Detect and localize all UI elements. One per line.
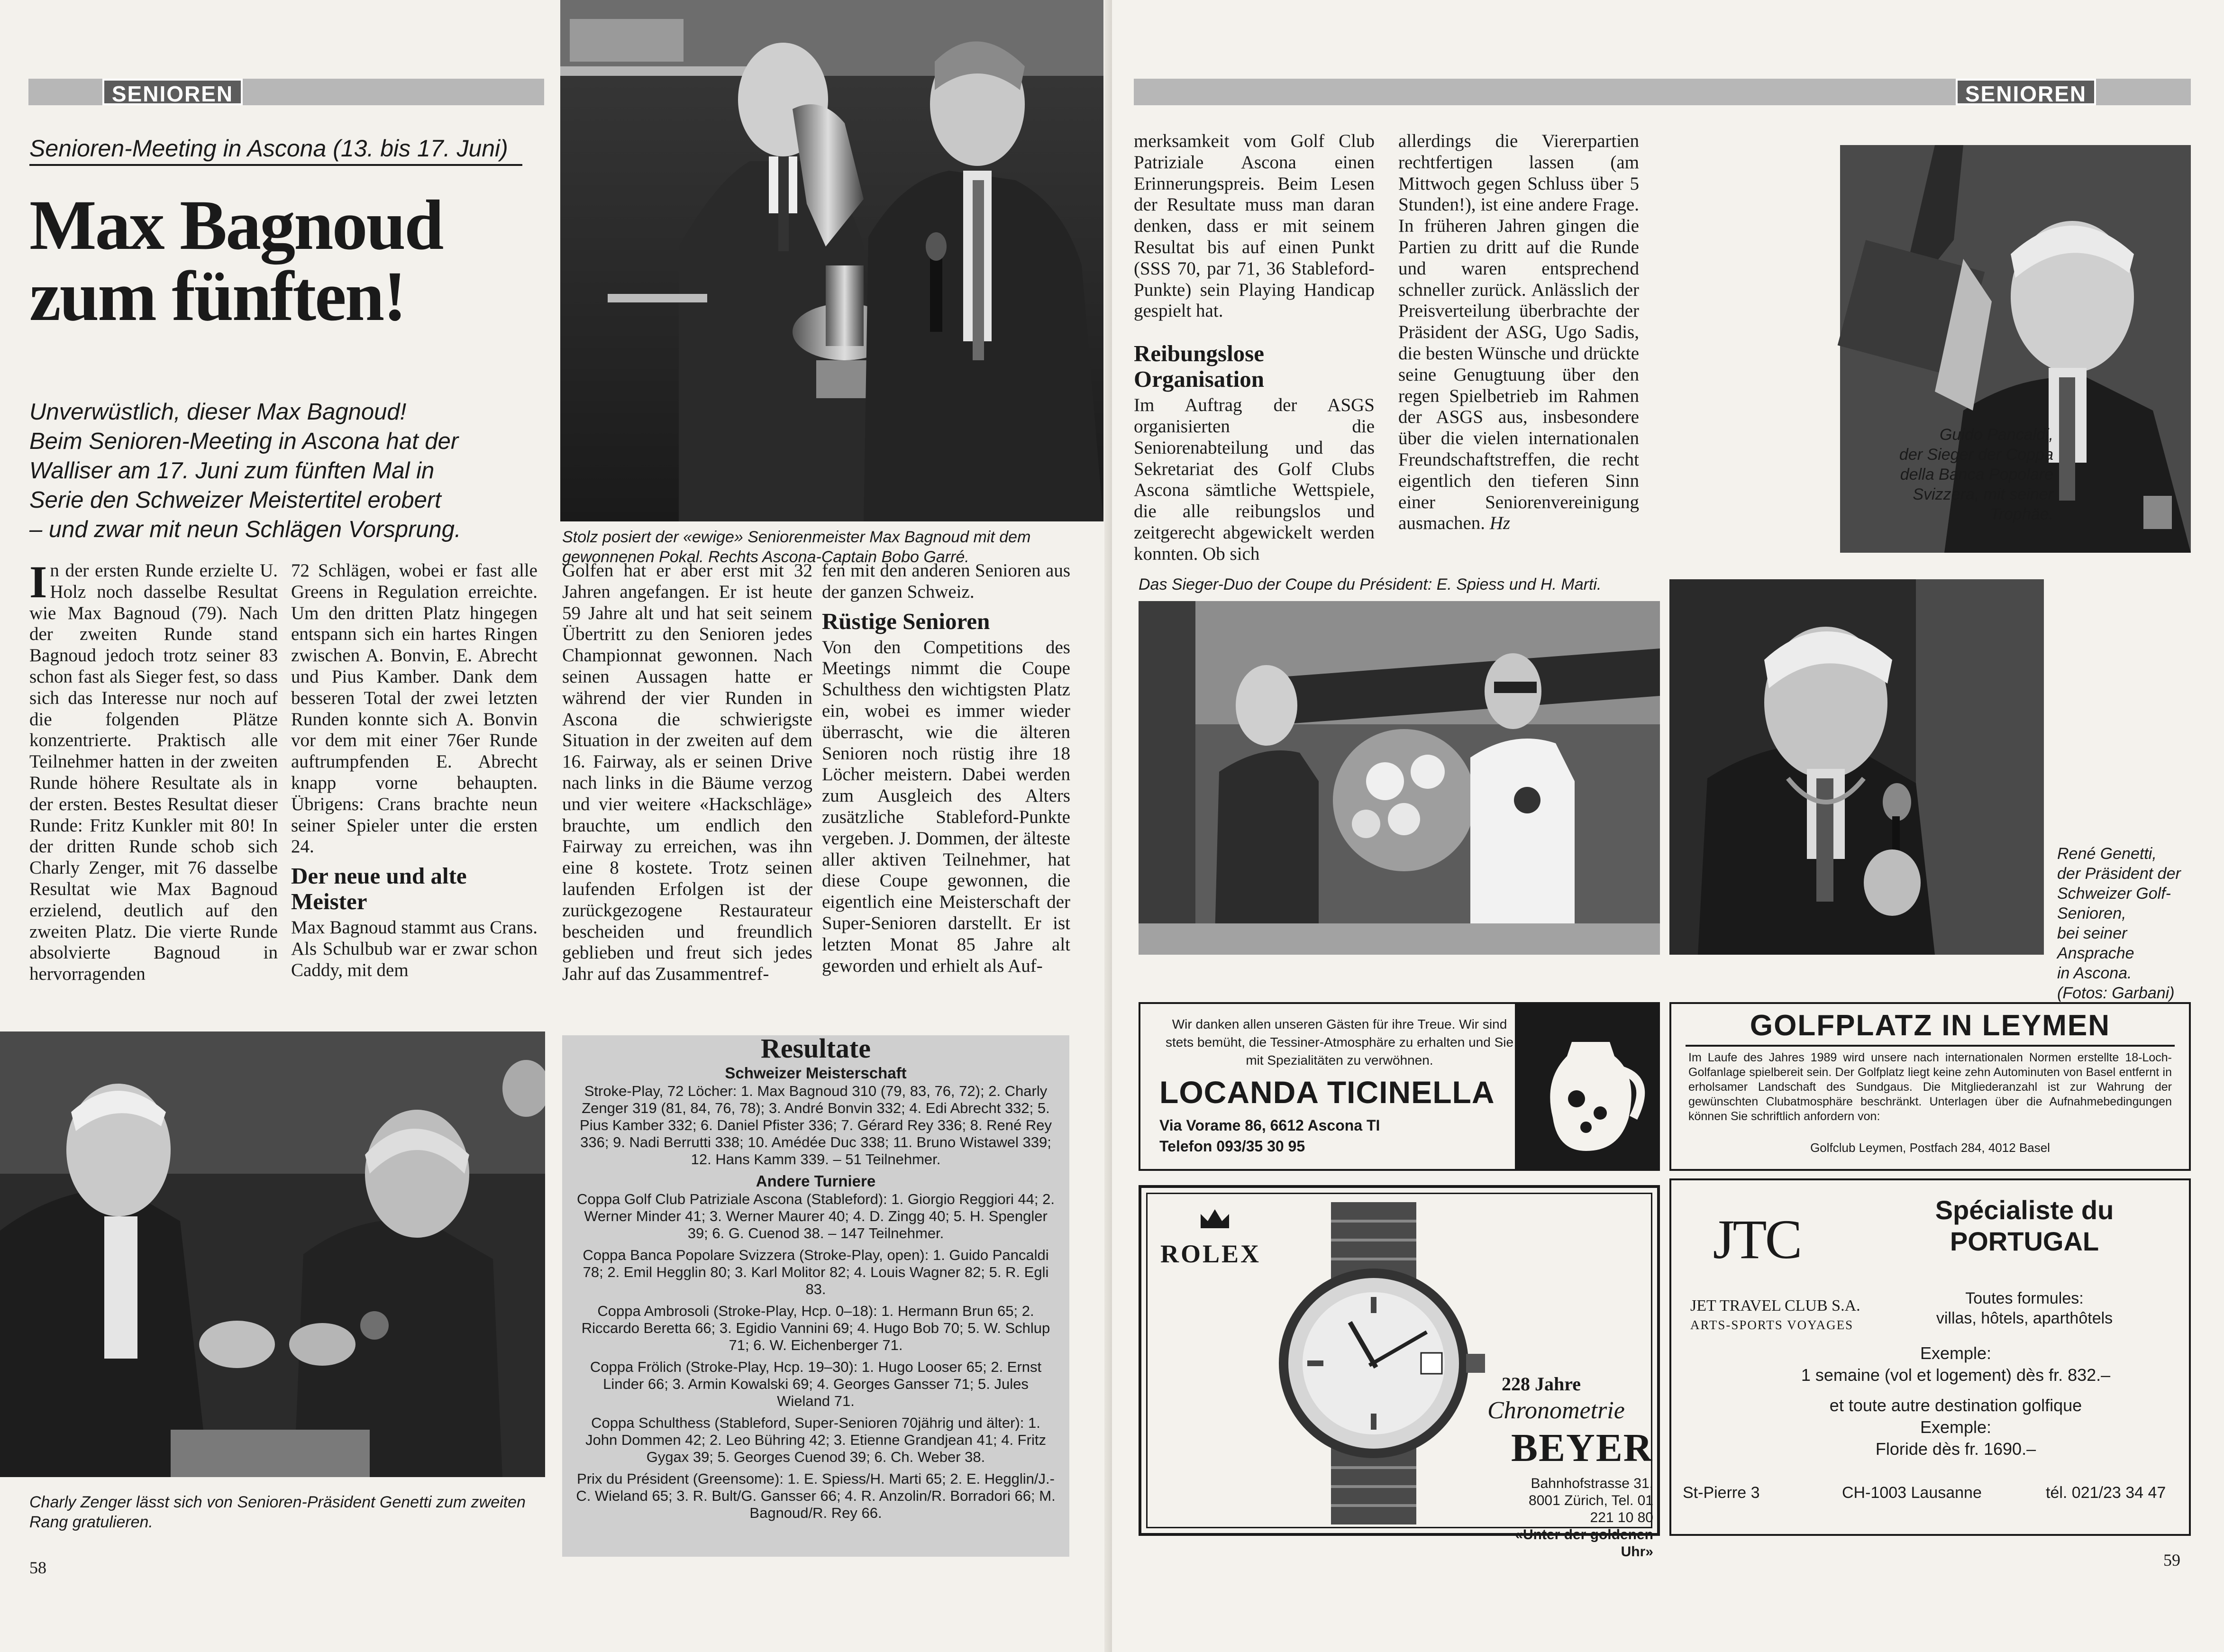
right-page	[1112, 0, 2224, 1652]
ad-travel-line: et toute autre destination golfique	[1829, 1396, 2082, 1415]
ad-locanda-name: LOCANDA TICINELLA	[1159, 1075, 1495, 1110]
caption-duo: Das Sieger-Duo der Coupe du Président: E. Spiess und H. Marti.	[1139, 575, 1602, 593]
author-signature: Hz	[1489, 513, 1511, 534]
ad-travel-company: JET TRAVEL CLUB S.A.	[1690, 1297, 1860, 1314]
caption-line: der Sieger der Coppa	[1899, 446, 2053, 464]
right-col2-text: allerdings die Viererpartien rechtfertigen lassen (am Mittwoch gegen Schluss über 5 Stunden!), ist eine andere Frage. In früheren Jahren gingen die Partien zu dritt auf die Runde und waren entsprechend schneller zurück. Anlässlich der Preisverteilung überbrachte der Präsident der ASG, Ugo Sadis, die besten Wünsche und drückte seine Genugtuung über den regen Spielbetrieb im Rahmen der ASGS aus, insbesondere über die vielen internationalen Freundschaftstreffen, die recht eigentlich den tieferen Sinn einer Seniorenvereinigung ausmachen.	[1398, 131, 1639, 534]
ad-travel-line: 1 semaine (vol et logement) dès fr. 832.–	[1801, 1365, 2111, 1385]
section-tag-right: SENIOREN	[1956, 79, 2096, 105]
ad-golfplatz-title: GOLFPLATZ IN LEYMEN	[1750, 1009, 2111, 1042]
photo-spiess-marti	[1139, 601, 1660, 955]
caption-line: (Fotos: Garbani)	[2057, 984, 2175, 1002]
results-text: Stroke-Play, 72 Löcher: 1. Max Bagnoud 310 (79, 83, 76, 72); 2. Charly Zenger 319 (81, 84, 76, 78); 3. André Bonvin 332; 4. Edi Abrecht 332; 5. Pius Kamber 332; 6. Daniel Pfister 336; 7. Gérard Rey 336; 8. René Rey 336; 9. Nadi Berrutti 338; 10. Amédée Duc 338; 11. Bruno Wistawel 339; 12. Hans Kamm 339. – 51 Teilnehmer.	[580, 1083, 1052, 1168]
results-heading: Schweizer Meisterschaft	[725, 1064, 907, 1082]
ad-rolex-years: 228 Jahre	[1502, 1373, 1581, 1395]
article-col-2	[291, 560, 538, 981]
caption-line: René Genetti,	[2057, 845, 2157, 863]
results-text: Coppa Golf Club Patriziale Ascona (Stableford): 1. Giorgio Reggiori 44; 2. Werner Minder 41; 3. Werner Maurer 40; 4. D. Zingg 40; 5. H. Spengler 39; 6. G. Cuenod 38. – 147 Teilnehmer.	[576, 1191, 1055, 1241]
ad-rolex-brand: ROLEX	[1160, 1240, 1261, 1268]
ad-rolex-name: BEYER	[1511, 1426, 1653, 1470]
kicker-rule	[29, 164, 522, 166]
ad-travel-title	[1870, 1195, 2178, 1257]
watch-image	[1250, 1202, 1497, 1524]
right-col1-text-b: Im Auftrag der ASGS organisierten die Seniorenabteilung und das Sekretariat des Golf Clubs Ascona sämtliche Wettspiele, die alle reibungslos und zeitgerecht abgewickelt werden konnten. Ob sich	[1134, 395, 1375, 564]
col2-text-a: 72 Schlägen, wobei er fast alle Greens in Regulation erreichte. Um den dritten Platz hingegen entspann sich ein hartes Ringen zwischen A. Bonvin, E. Abrecht und Pius Kamber. Dank dem besseren Total der zwei letzten Runden konnte sich A. Bonvin vor dem mit einer 76er Runde auftrumpfenden E. Abrecht knapp vorne behaupten. Übrigens: Crans brachte neun seiner Spieler unter die ersten 24.	[291, 560, 538, 857]
col4-text-a: fen mit den anderen Senioren aus der ganzen Schweiz.	[822, 560, 1070, 602]
ad-rolex-city: 8001 Zürich, Tel. 01 221 10 80	[1529, 1493, 1653, 1525]
col3-text: Golfen hat er aber erst mit 32 Jahren angefangen. Er ist heute 59 Jahre alt und hat seit seinem Übertritt zu den Senioren jedes Championnat gewonnen. Nach seinen Aussagen hatte er während der vier Runden in Ascona die schwierigste Situation in der zweiten auf dem 16. Fairway, als er seinen Drive nach links in die Bäume verzog und vier weitere «Hackschläge» brauchte, um endlich den Fairway zu erreichen, was ihn eine 8 kostete. Trotz seinen laufenden Erfolgen ist der zurückgezogene Restaurateur bescheiden und freundlich geblieben und freut sich jedes Jahr auf das Zusammentref-	[562, 560, 812, 985]
ad-travel-title-2: PORTUGAL	[1950, 1226, 2099, 1256]
caption-pancaldi	[1722, 425, 2053, 524]
col2-text-b: Max Bagnoud stammt aus Crans. Als Schulbub war er zwar schon Caddy, mit dem	[291, 917, 538, 980]
results-text: Coppa Frölich (Stroke-Play, Hcp. 19–30): 1. Hugo Looser 65; 2. Ernst Linder 66; 3. Armin Kowalski 69; 4. Georges Gansser 71; 5. Jules Wieland 71.	[590, 1359, 1042, 1409]
ad-golfplatz-contact: Golfclub Leymen, Postfach 284, 4012 Basel	[1810, 1141, 2050, 1155]
results-title: Resultate	[761, 1033, 871, 1064]
ad-travel-phone: tél. 021/23 34 47	[2046, 1484, 2166, 1502]
crown-icon	[1198, 1207, 1231, 1231]
results-text: Coppa Schulthess (Stableford, Super-Senioren 70jährig und älter): 1. John Dommen 42; 2. Leo Bühring 42; 3. Etienne Grandjean 41; 4. Fritz Gygax 39; 5. Georges Cuenod 39; 6. Ch. Weber 38.	[585, 1415, 1046, 1465]
article-headline	[29, 186, 541, 336]
results-text: Coppa Ambrosoli (Stroke-Play, Hcp. 0–18): 1. Hermann Brun 65; 2. Riccardo Beretta 66; 3. Egidio Vannini 69; 4. Hugo Bob 70; 5. W. Schlup 71; 6. W. Eichenberger 71.	[581, 1303, 1050, 1353]
ad-jet-travel-club	[1669, 1178, 2191, 1536]
photo-bagnoud-trophy	[560, 0, 1103, 521]
lead-line: Serie den Schweizer Meistertitel erobert	[29, 487, 441, 513]
col1-text: n der ersten Runde erzielte U. Holz noch dasselbe Resultat wie Max Bagnoud (79). Nach der zweiten Runde stand Bagnoud jedoch trotz seiner 83 schon fast als Sieger fest, so dass sich das Interesse nur noch auf die folgenden Plätze konzentrierte. Praktisch alle Teilnehmer hatten in der zweiten Runde höhere Resultate als in der ersten. Bestes Resultat dieser Runde: Fritz Kunkler mit 80! In der dritten Runde schob sich Charly Zenger, mit 76 dasselbe Resultat wie Max Bagnoud erzielend, deutlich auf den zweiten Platz. Die vierte Runde absolvierte Bagnoud in hervorragenden	[29, 560, 278, 985]
ad-golfplatz-rule	[1686, 1045, 2175, 1047]
col4-text-b: Von den Competitions des Meetings nimmt die Coupe Schulthess den wichtigsten Platz ein, wobei es immer wieder überrascht, wie die älteren Senioren noch rüstig ihre 18 Löcher meistern. Dabei werden zum Ausgleich des Alters zusätzliche Stableford-Punkte vergeben. J. Dommen, der älteste aller aktiven Teilnehmer, hat diese Coupe gewonnen, die eigentlich eine Meisterschaft der Super-Senioren darstellt. Er ist letzten Monat 85 Jahre alt geworden und erhielt als Auf-	[822, 637, 1070, 976]
ad-travel-tagline: ARTS-SPORTS VOYAGES	[1690, 1318, 1854, 1332]
ad-travel-line: Floride dès fr. 1690.–	[1875, 1439, 2036, 1459]
caption-genetti	[2057, 844, 2199, 1003]
caption-line: in Ascona.	[2057, 964, 2132, 982]
caption-line: della Banca Popolare	[1900, 465, 2053, 484]
jug-icon	[1515, 1004, 1660, 1169]
results-box	[562, 1035, 1069, 1557]
headline-line-1: Max Bagnoud	[29, 186, 443, 265]
subheading-meister: Der neue und alte Meister	[291, 863, 467, 915]
results-text: Prix du Président (Greensome): 1. E. Spiess/H. Marti 65; 2. E. Hegglin/J.-C. Wieland 65; 3. R. Bult/G. Gansser 66; 4. R. Anzolin/R. Borradori 66; M. Bagnoud/R. Rey 66.	[576, 1470, 1056, 1521]
section-tag-left: SENIOREN	[102, 79, 243, 105]
lead-line: Unverwüstlich, dieser Max Bagnoud!	[29, 399, 407, 425]
caption-line: Schweizer Golf-Senioren,	[2057, 885, 2171, 922]
results-text: Coppa Banca Popolare Svizzera (Stroke-Play, open): 1. Guido Pancaldi 78; 2. Emil Hegglin 80; 3. Karl Molitor 82; 4. Louis Wagner 82; 5. R. Egli 83.	[583, 1247, 1049, 1297]
photo-genetti	[1669, 579, 2044, 955]
headline-line-2: zum fünften!	[29, 257, 406, 336]
ad-travel-city: CH-1003 Lausanne	[1842, 1484, 1982, 1502]
ad-locanda-phone: Telefon 093/35 30 95	[1159, 1138, 1305, 1155]
ad-travel-examples	[1728, 1342, 2183, 1460]
right-col-1	[1134, 131, 1375, 565]
caption-top-photo: Stolz posiert der «ewige» Seniorenmeister Max Bagnoud mit dem gewonnenen Pokal. Rechts Ascona-Captain Bobo Garré.	[562, 528, 1031, 566]
ad-travel-title-1: Spécialiste du	[1935, 1195, 2114, 1225]
ad-rolex-address: Bahnhofstrasse 31,	[1531, 1476, 1653, 1491]
ad-locanda-text: Wir danken allen unseren Gästen für ihre Treue. Wir sind stets bemüht, die Tessiner-Atmosphäre zu erhalten und Sie mit Spezialitäten zu verwöhnen.	[1165, 1017, 1514, 1068]
ad-golfplatz-text: Im Laufe des Jahres 1989 wird unsere nach internationalen Normen erstellte 18-Loch-Golfanlage spielbereit sein. Der Golfplatz liegt keine zehn Autominuten von Basel entfernt in erholsamer Landschaft des Sundgaus. Die Mitgliederanzahl ist zur Wahrung der gewünschten Clubatmosphäre beschränkt. Unterlagen über die Aufnahmebedingungen können Sie schriftlich anfordern von:	[1688, 1051, 2172, 1123]
lead-line: – und zwar mit neun Schlägen Vorsprung.	[29, 517, 461, 542]
ad-travel-line: Exemple:	[1920, 1343, 1992, 1363]
caption-line: Trophäe.	[1990, 505, 2053, 523]
subheading-senioren: Rüstige Senioren	[822, 608, 990, 634]
article-col-1	[29, 557, 278, 985]
ad-rolex-address-block	[1502, 1475, 1653, 1561]
page-number-right: 59	[2163, 1551, 2180, 1570]
ad-rolex-beyer	[1139, 1185, 1660, 1560]
caption-line: Guido Pancaldi,	[1939, 426, 2053, 444]
right-col-2	[1398, 131, 1639, 534]
right-col1-text-a: merksamkeit vom Golf Club Patriziale Ascona einen Erinnerungspreis. Beim Lesen der Resultate muss man daran denken, dass er mit seinem Resultat bis auf einen Punkt (SSS 70, par 71, 36 Stableford-Punkte) sein Playing Handicap gespielt hat.	[1134, 131, 1375, 321]
article-col-3	[562, 560, 812, 985]
article-kicker: Senioren-Meeting in Ascona (13. bis 17. Juni)	[29, 135, 508, 162]
subheading-organisation: Reibungslose Organisation	[1134, 340, 1265, 392]
ad-travel-line: Exemple:	[1920, 1417, 1992, 1437]
ad-travel-line: Toutes formules:	[1965, 1289, 2084, 1307]
lead-line: Beim Senioren-Meeting in Ascona hat der	[29, 429, 459, 454]
caption-line: der Präsident der	[2057, 865, 2181, 883]
ad-travel-formulas	[1861, 1288, 2188, 1328]
article-lead	[29, 397, 541, 544]
ad-locanda-ticinella	[1139, 1002, 1660, 1171]
ad-golfplatz-leymen	[1669, 1002, 2191, 1171]
caption-bottom-photo: Charly Zenger lässt sich von Senioren-Präsident Genetti zum zweiten Rang gratulieren.	[29, 1493, 526, 1531]
ad-rolex-slogan: «Unter der goldenen Uhr»	[1515, 1527, 1653, 1560]
ad-locanda-address: Via Vorame 86, 6612 Ascona TI	[1159, 1117, 1380, 1134]
jtc-logo: JTC	[1713, 1208, 1801, 1270]
caption-line: bei seiner Ansprache	[2057, 924, 2134, 962]
ad-travel-street: St-Pierre 3	[1683, 1484, 1760, 1502]
ad-travel-line: villas, hôtels, aparthôtels	[1936, 1309, 2113, 1327]
lead-line: Walliser am 17. Juni zum fünften Mal in	[29, 458, 435, 484]
photo-zenger-genetti	[0, 1031, 545, 1477]
page-number-left: 58	[29, 1558, 46, 1577]
article-col-4	[822, 560, 1070, 977]
caption-line: Svizzera, mit seiner	[1913, 485, 2053, 503]
ad-rolex-script: Chronometrie	[1487, 1397, 1625, 1424]
results-heading: Andere Turniere	[756, 1172, 876, 1190]
drop-cap: I	[29, 557, 47, 607]
